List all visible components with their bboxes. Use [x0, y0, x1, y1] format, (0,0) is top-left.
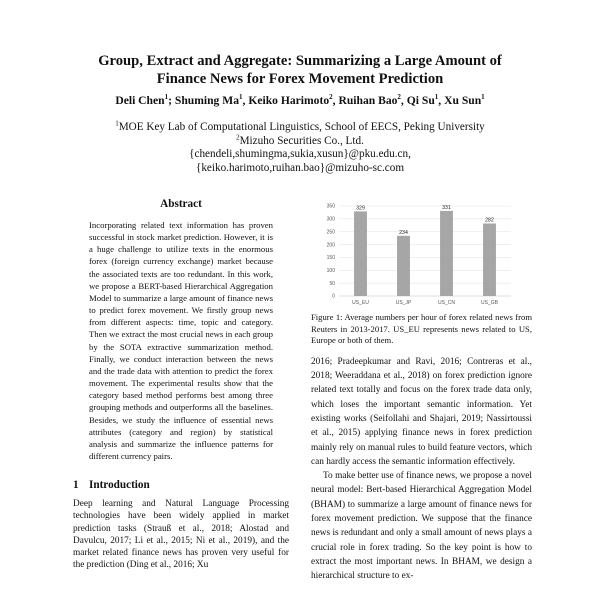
author: Ruihan Bao$^2$, [338, 93, 404, 107]
figure-caption: Figure 1: Average numbers per hour of forex related news from Reuters in 2013-2017. US_EU represents news related to US, Europe or both of them. [311, 312, 532, 346]
figure-1-chart [311, 200, 527, 310]
left-column [73, 197, 289, 571]
author: Shuming Ma$^1$, [174, 93, 246, 107]
author: Deli Chen$^1$; [115, 93, 172, 107]
affiliation-2: $^2$Mizuho Securities Co., Ltd. [236, 132, 364, 147]
author: Qi Su$^1$, [406, 93, 442, 107]
email-2: {keiko.harimoto,ruihan.bao}@mizuho-sc.com [195, 161, 405, 174]
author: Keiko Harimoto$^2$, [248, 93, 336, 107]
paper-title [40, 52, 560, 88]
intro-paragraph: Deep learning and Natural Language Processing technologies have been widely applied in market prediction tasks (Strauß et al., 2018; Alostad and Davulcu, 2017; Li et al., 2015; Ni et al., 2019), and the market related finance news has proven very useful for the prediction (Ding et al., 2016; Xu [73, 499, 289, 571]
author-list [40, 94, 560, 108]
y-tick-label: 0 [332, 293, 335, 300]
right-column [311, 200, 532, 584]
section-number: 1 [73, 479, 79, 492]
bar-us-cn [440, 211, 453, 296]
abstract-heading: Abstract [160, 198, 202, 210]
bar-chart-svg [311, 200, 527, 310]
right-paragraph-2: To make better use of finance news, we propose a novel neural model: Bert-based Hierarchical Aggregation Model (BHAM) to summarize a large amount of finance news for forex movement prediction. We suppose that the finance news is redundant and only a small amount of news plays a crucial role in forex trading. So the key point is how to extract the most important news. In BHAM, we design a hierarchical structure to ex- [311, 471, 532, 582]
data-label: 234 [399, 229, 408, 236]
bar-us-eu [354, 211, 367, 296]
section-title: Introduction [89, 479, 150, 492]
section-heading [73, 478, 289, 492]
y-tick-label: 250 [326, 229, 335, 236]
title-line-1: Group, Extract and Aggregate: Summarizing a Large Amount of [98, 53, 502, 69]
affiliation-1: $^1$MOE Key Lab of Computational Linguistics, School of EECS, Peking University [115, 119, 485, 133]
y-tick-label: 150 [326, 255, 335, 262]
data-label: 329 [356, 205, 365, 212]
x-tick-label: US_GB [481, 300, 498, 306]
email-1: {chendeli,shumingma,sukia,xusun}@pku.edu.cn, [189, 148, 411, 161]
x-tick-label: US_EU [352, 300, 369, 306]
data-label: 282 [485, 217, 494, 224]
y-tick-label: 300 [326, 216, 335, 223]
bar-us-jp [397, 236, 410, 296]
data-label: 331 [442, 204, 451, 211]
x-tick-label: US_CN [438, 300, 455, 306]
y-tick-label: 200 [326, 242, 335, 249]
y-tick-label: 100 [326, 267, 335, 274]
y-tick-label: 350 [326, 203, 335, 210]
right-paragraph-1: 2016; Pradeepkumar and Ravi, 2016; Contreras et al., 2018; Weeraddana et al., 2018) on forex prediction ignore related text totally and focus on the forex trade data only, which loses the important semantic information. Yet existing works (Seifollahi and Shajari, 2019; Nassirtoussi et al., 2015) applying finance news in forex prediction mainly rely on manual rules to build feature vectors, which can hardly access the semantic information effectively. [311, 356, 532, 467]
y-tick-label: 50 [329, 280, 335, 287]
author: Xu Sun$^1$ [444, 93, 485, 107]
title-line-2: Finance News for Forex Movement Prediction [156, 71, 444, 87]
x-tick-label: US_JP [395, 300, 412, 306]
abstract-text: Incorporating related text information has proven successful in stock market prediction. However, it is a huge challenge to utilize texts in the enormous forex (foreign currency exchange) market because the associated texts are too redundant. In this work, we propose a BERT-based Hierarchical Aggregation Model to summarize a large amount of finance news to predict forex movement. We firstly group news from different aspects: time, topic and category. Then we extract the most crucial news in each group by the SOTA extractive summarization method. Finally, we conduct interaction between the news and the trade data with attention to predict the forex movement. The experimental results show that the category based method performs best among three grouping methods and outperforms all the baselines. Besides, we study the influence of essential news attributes (category and region) by statistical analysis and summarize the influence patterns for different currency pairs. [89, 220, 273, 461]
affiliations [40, 121, 560, 175]
bar-us-gb [483, 223, 496, 296]
